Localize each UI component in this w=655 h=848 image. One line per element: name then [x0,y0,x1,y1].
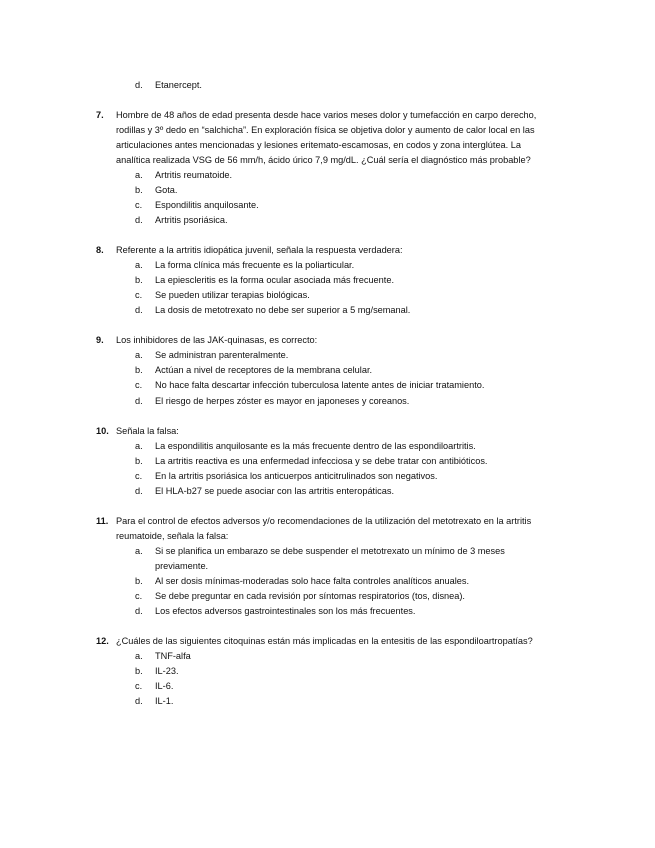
option-letter: a. [135,260,143,270]
option-text: Gota. [155,185,178,195]
question-number: 8. [96,245,104,255]
option-text: Espondilitis anquilosante. [155,200,259,210]
option-letter: b. [135,275,143,285]
option-text: IL-6. [155,681,174,691]
option-text: Si se planifica un embarazo se debe suspender el metotrexato un mínimo de 3 meses [155,546,505,556]
option-text: Se pueden utilizar terapias biológicas. [155,290,310,300]
option-letter: a. [135,441,143,451]
option-text: IL-1. [155,696,174,706]
option-text: La forma clínica más frecuente es la poliarticular. [155,260,355,270]
option-text: El HLA-b27 se puede asociar con las artritis enteropáticas. [155,486,395,496]
option-text: Artritis reumatoide. [155,170,233,180]
option-text: La epiescleritis es la forma ocular asociada más frecuente. [155,275,394,285]
option-text: previamente. [155,561,209,571]
option-letter: c. [135,200,143,210]
option-letter: b. [135,185,143,195]
option-text: Actúan a nivel de receptores de la membrana celular. [155,365,373,375]
option-letter: a. [135,350,143,360]
option-letter: c. [135,681,143,691]
option-letter: c. [135,290,143,300]
option-letter: c. [135,591,143,601]
option-letter: b. [135,666,143,676]
option-letter: d. [135,396,143,406]
question-number: 12. [96,636,109,646]
option-letter: d. [135,305,143,315]
option-letter: a. [135,546,143,556]
option-text: Se administran parenteralmente. [155,350,289,360]
option-letter: b. [135,456,143,466]
option-text: TNF-alfa [155,651,191,661]
question-number: 7. [96,110,104,120]
option-letter: d. [135,606,143,616]
option-text: No hace falta descartar infección tuberculosa latente antes de iniciar tratamiento. [155,380,485,390]
option-letter: a. [135,651,143,661]
question-stem-line: rodillas y 3º dedo en “salchicha”. En exploración física se objetiva dolor y aumento de calor local en las [116,125,535,135]
question-stem-line: Para el control de efectos adversos y/o recomendaciones de la utilización del metotrexato en la artritis [116,516,532,526]
option-letter: c. [135,380,143,390]
option-text: La espondilitis anquilosante es la más frecuente dentro de las espondiloartritis. [155,441,476,451]
option-letter: d. [135,215,143,225]
question-stem-line: Los inhibidores de las JAK-quinasas, es correcto: [116,335,318,345]
question-number: 9. [96,335,104,345]
option-letter: a. [135,170,143,180]
option-letter: d. [135,696,143,706]
option-letter: c. [135,471,143,481]
question-number: 11. [96,516,109,526]
option-text: Los efectos adversos gastrointestinales son los más frecuentes. [155,606,416,616]
question-stem-line: analítica realizada VSG de 56 mm/h, ácido úrico 7,9 mg/dL. ¿Cuál sería el diagnóstico más probable? [116,155,531,165]
option-text: IL-23. [155,666,179,676]
question-stem-line: reumatoide, señala la falsa: [116,531,229,541]
option-letter: d. [135,486,143,496]
option-letter: d. [135,80,143,90]
question-stem-line: articulaciones antes mencionadas y lesiones eritemato-escamosas, en codos y zona interglútea. La [116,140,521,150]
option-text: La dosis de metotrexato no debe ser superior a 5 mg/semanal. [155,305,411,315]
question-stem-line: Referente a la artritis idiopática juvenil, señala la respuesta verdadera: [116,245,403,255]
option-letter: b. [135,365,143,375]
option-text: Al ser dosis mínimas-moderadas solo hace falta controles analíticos anuales. [155,576,470,586]
option-letter: b. [135,576,143,586]
question-stem-line: Hombre de 48 años de edad presenta desde hace varios meses dolor y tumefacción en carpo derecho, [116,110,537,120]
option-text: En la artritis psoriásica los anticuerpos anticitrulinados son negativos. [155,471,438,481]
option-text: Etanercept. [155,80,202,90]
option-text: Se debe preguntar en cada revisión por síntomas respiratorios (tos, disnea). [155,591,465,601]
question-stem-line: Señala la falsa: [116,426,179,436]
option-text: El riesgo de herpes zóster es mayor en japoneses y coreanos. [155,396,410,406]
option-text: La artritis reactiva es una enfermedad infecciosa y se debe tratar con antibióticos. [155,456,488,466]
option-text: Artritis psoriásica. [155,215,228,225]
question-number: 10. [96,426,109,436]
question-stem-line: ¿Cuáles de las siguientes citoquinas están más implicadas en la entesitis de las espondiloartropatías? [116,636,533,646]
